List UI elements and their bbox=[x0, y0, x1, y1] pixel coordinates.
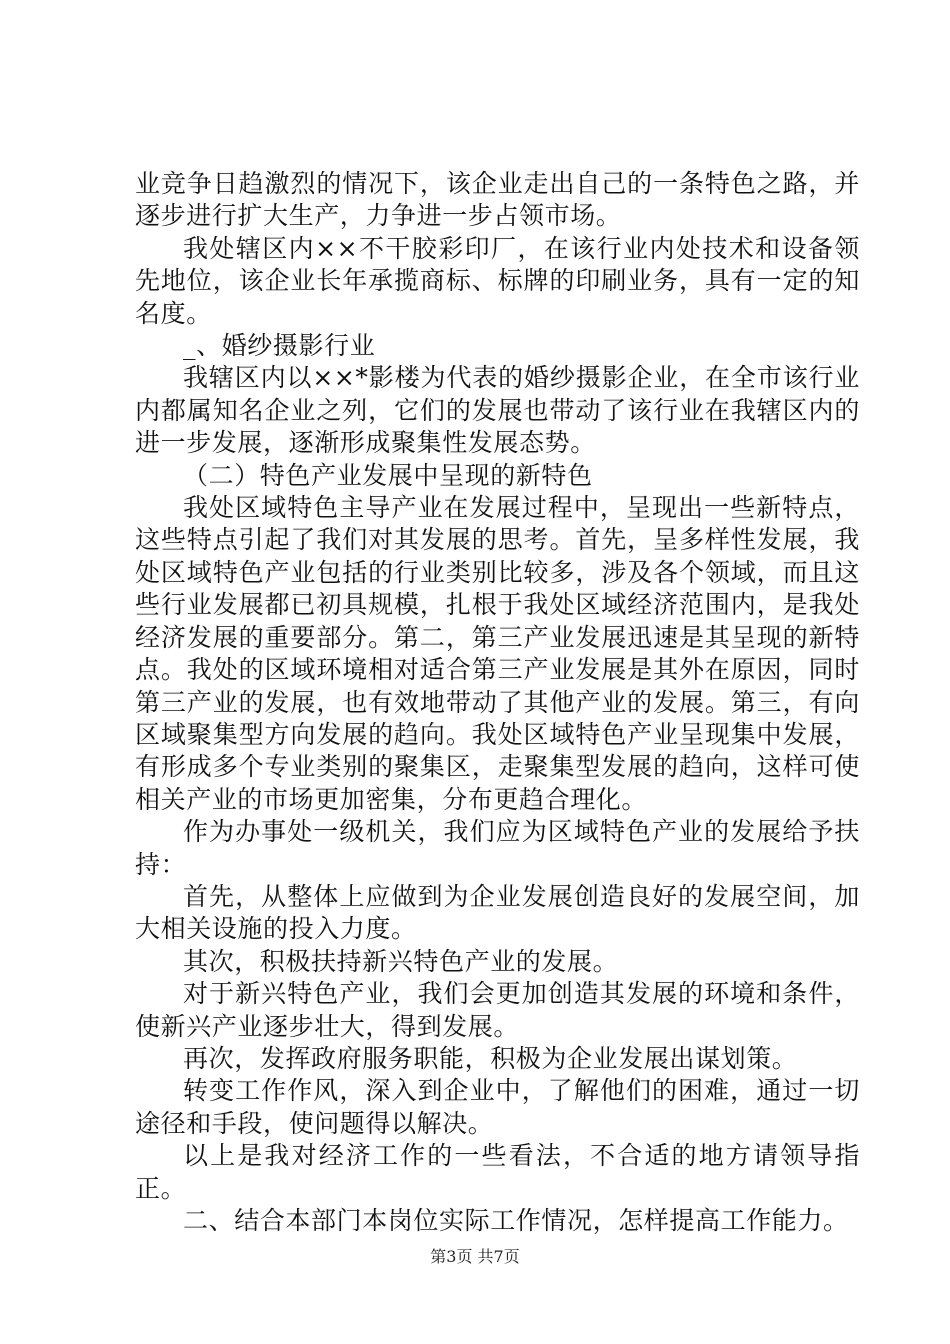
paragraph-10: 转变工作作风，深入到企业中，了解他们的困难，通过一切途径和手段，使问题得以解决。 bbox=[135, 1076, 860, 1138]
paragraph-4: 我处区域特色主导产业在发展过程中，呈现出一些新特点，这些特点引起了我们对其发展的思考。首先，呈多样性发展，我处区域特色产业包括的行业类别比较多，涉及各个领域，而且这些行业发展都已初具规模，扎根于我处区域经济范围内，是我处经济发展的重要部分。第二，第三产业发展迅速是其呈现的新特点。我处的区域环境相对适合第三产业发展是其外在原因，同时第三产业的发展，也有效地带动了其他产业的发展。第三，有向区域聚集型方向发展的趋向。我处区域特色产业呈现集中发展，有形成多个专业类别的聚集区，走聚集型发展的趋向，这样可使相关产业的市场更加密集，分布更趋合理化。 bbox=[135, 493, 860, 814]
paragraph-11: 以上是我对经济工作的一些看法，不合适的地方请领导指正。 bbox=[135, 1141, 860, 1203]
paragraph-8: 对于新兴特色产业，我们会更加创造其发展的环境和条件，使新兴产业逐步壮大，得到发展。 bbox=[135, 979, 860, 1041]
page-number-footer: 第3页 共7页 bbox=[430, 1247, 520, 1266]
paragraph-7: 其次，积极扶持新兴特色产业的发展。 bbox=[183, 946, 619, 976]
paragraph-3: 我辖区内以××*影楼为代表的婚纱摄影企业，在全市该行业内都属知名企业之列，它们的发展也带动了该行业在我辖区内的进一步发展，逐渐形成聚集性发展态势。 bbox=[135, 363, 860, 458]
paragraph-1: 业竞争日趋激烈的情况下，该企业走出自己的一条特色之路，并逐步进行扩大生产，力争进一步占领市场。 bbox=[135, 169, 860, 231]
section-heading-work-ability: 二、结合本部门本岗位实际工作情况，怎样提高工作能力。 bbox=[183, 1206, 849, 1235]
paragraph-9: 再次，发挥政府服务职能，积极为企业发展出谋划策。 bbox=[183, 1043, 798, 1073]
paragraph-6: 首先，从整体上应做到为企业发展创造良好的发展空间，加大相关设施的投入力度。 bbox=[135, 881, 860, 944]
section-heading-wedding-photography: _、婚纱摄影行业 bbox=[183, 331, 376, 361]
paragraph-5: 作为办事处一级机关，我们应为区域特色产业的发展给予扶持： bbox=[135, 817, 860, 879]
section-heading-new-features: （二）特色产业发展中呈现的新特色 bbox=[183, 460, 593, 490]
document-body bbox=[135, 168, 860, 1237]
paragraph-2: 我处辖区内××不干胶彩印厂，在该行业内处技术和设备领先地位，该企业长年承揽商标、标牌的印刷业务，具有一定的知名度。 bbox=[135, 233, 860, 328]
